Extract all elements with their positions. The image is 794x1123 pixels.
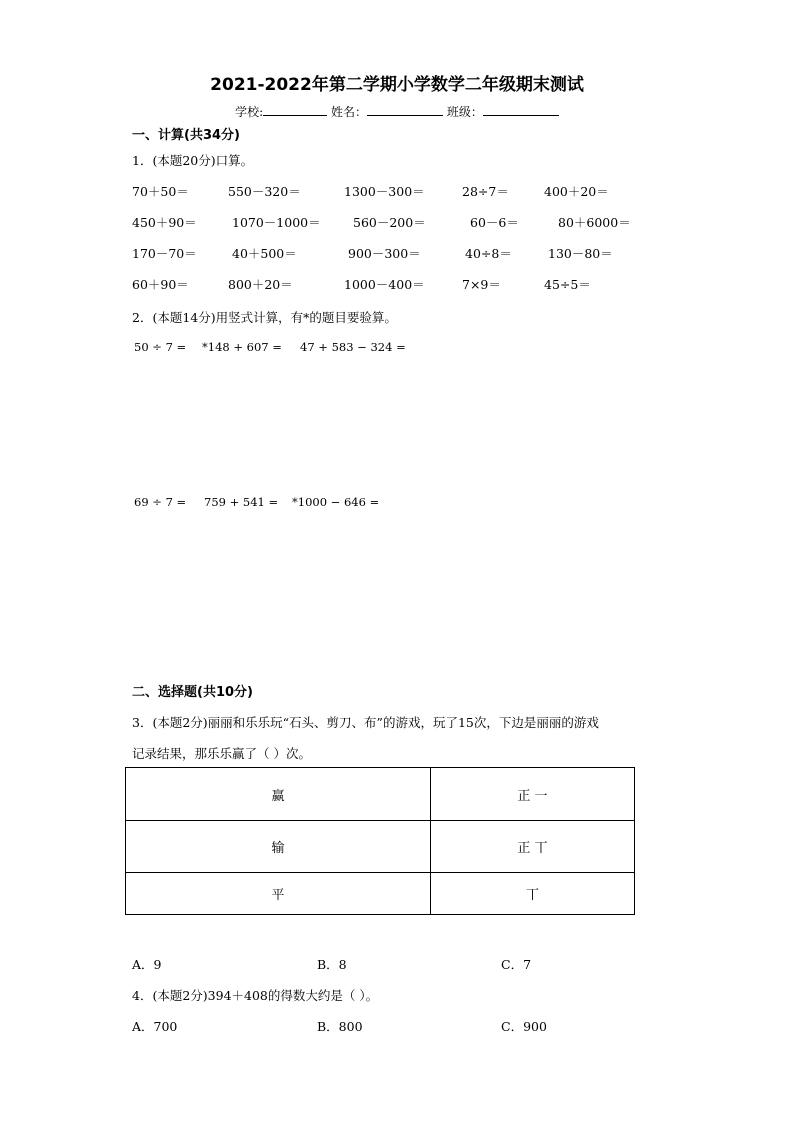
result-cell: 赢 [126, 768, 431, 821]
math-item: 560－200＝ [353, 215, 426, 230]
question1-label: 1．(本题20分)口算。 [132, 153, 254, 168]
table-row [126, 821, 635, 873]
option-b[interactable]: B．8 [317, 957, 347, 972]
question3-text-line1: 3．(本题2分)丽丽和乐乐玩“石头、剪刀、布”的游戏，玩了15次，下边是丽丽的游戏 [132, 715, 599, 730]
tally-cell: 正 一 [431, 768, 635, 821]
math-item: 1070－1000＝ [232, 215, 321, 230]
option-a[interactable]: A．700 [132, 1019, 178, 1034]
vertical-calc-item: 69 ÷ 7 = [134, 495, 187, 509]
math-item: 1300－300＝ [344, 184, 425, 199]
vertical-calc-item: *1000 − 646 = [292, 495, 380, 509]
page-title: 2021-2022年第二学期小学数学二年级期末测试 [210, 75, 584, 95]
math-item: 28÷7＝ [462, 184, 509, 199]
tally-cell: 正 丅 [431, 821, 635, 873]
vertical-calc-item: 50 ÷ 7 = [134, 340, 187, 354]
math-item: 400＋20＝ [544, 184, 609, 199]
math-item: 45÷5＝ [544, 277, 591, 292]
game-record-table [125, 767, 635, 915]
math-item: 450＋90＝ [132, 215, 197, 230]
question2-label: 2．(本题14分)用竖式计算，有*的题目要验算。 [132, 310, 397, 325]
math-item: 40＋500＝ [232, 246, 297, 261]
math-item: 80＋6000＝ [558, 215, 631, 230]
school-label: 学校: [235, 105, 264, 119]
section2-heading: 二、选择题(共10分) [132, 685, 253, 700]
math-item: 60－6＝ [470, 215, 519, 230]
math-item: 60＋90＝ [132, 277, 189, 292]
name-blank[interactable] [367, 103, 443, 116]
result-cell: 输 [126, 821, 431, 873]
math-item: 130－80＝ [548, 246, 613, 261]
math-item: 900－300＝ [348, 246, 421, 261]
table-row [126, 873, 635, 915]
vertical-calc-item: 47 + 583 − 324 = [300, 340, 406, 354]
math-item: 40÷8＝ [465, 246, 512, 261]
result-cell: 平 [126, 873, 431, 915]
table-row [126, 768, 635, 821]
tally-cell: 丅 [431, 873, 635, 915]
math-item: 170－70＝ [132, 246, 197, 261]
math-item: 70＋50＝ [132, 184, 189, 199]
class-blank[interactable] [483, 103, 559, 116]
math-item: 1000－400＝ [344, 277, 425, 292]
student-info-line [0, 103, 794, 120]
class-label: 班级： [446, 105, 483, 119]
option-c[interactable]: C．900 [501, 1019, 547, 1034]
vertical-calc-item: *148 + 607 = [202, 340, 282, 354]
option-b[interactable]: B．800 [317, 1019, 363, 1034]
option-a[interactable]: A．9 [132, 957, 162, 972]
name-label: 姓名： [331, 105, 368, 119]
question4-label: 4．(本题2分)394＋408的得数大约是（ ）。 [132, 988, 379, 1003]
math-item: 7×9＝ [462, 277, 501, 292]
school-blank[interactable] [263, 103, 327, 116]
math-item: 550－320＝ [228, 184, 301, 199]
section1-heading: 一、计算(共34分) [132, 128, 240, 143]
question3-text-line2: 记录结果，那乐乐赢了（ ）次。 [132, 746, 311, 761]
math-item: 800＋20＝ [228, 277, 293, 292]
option-c[interactable]: C．7 [501, 957, 532, 972]
vertical-calc-item: 759 + 541 = [204, 495, 279, 509]
